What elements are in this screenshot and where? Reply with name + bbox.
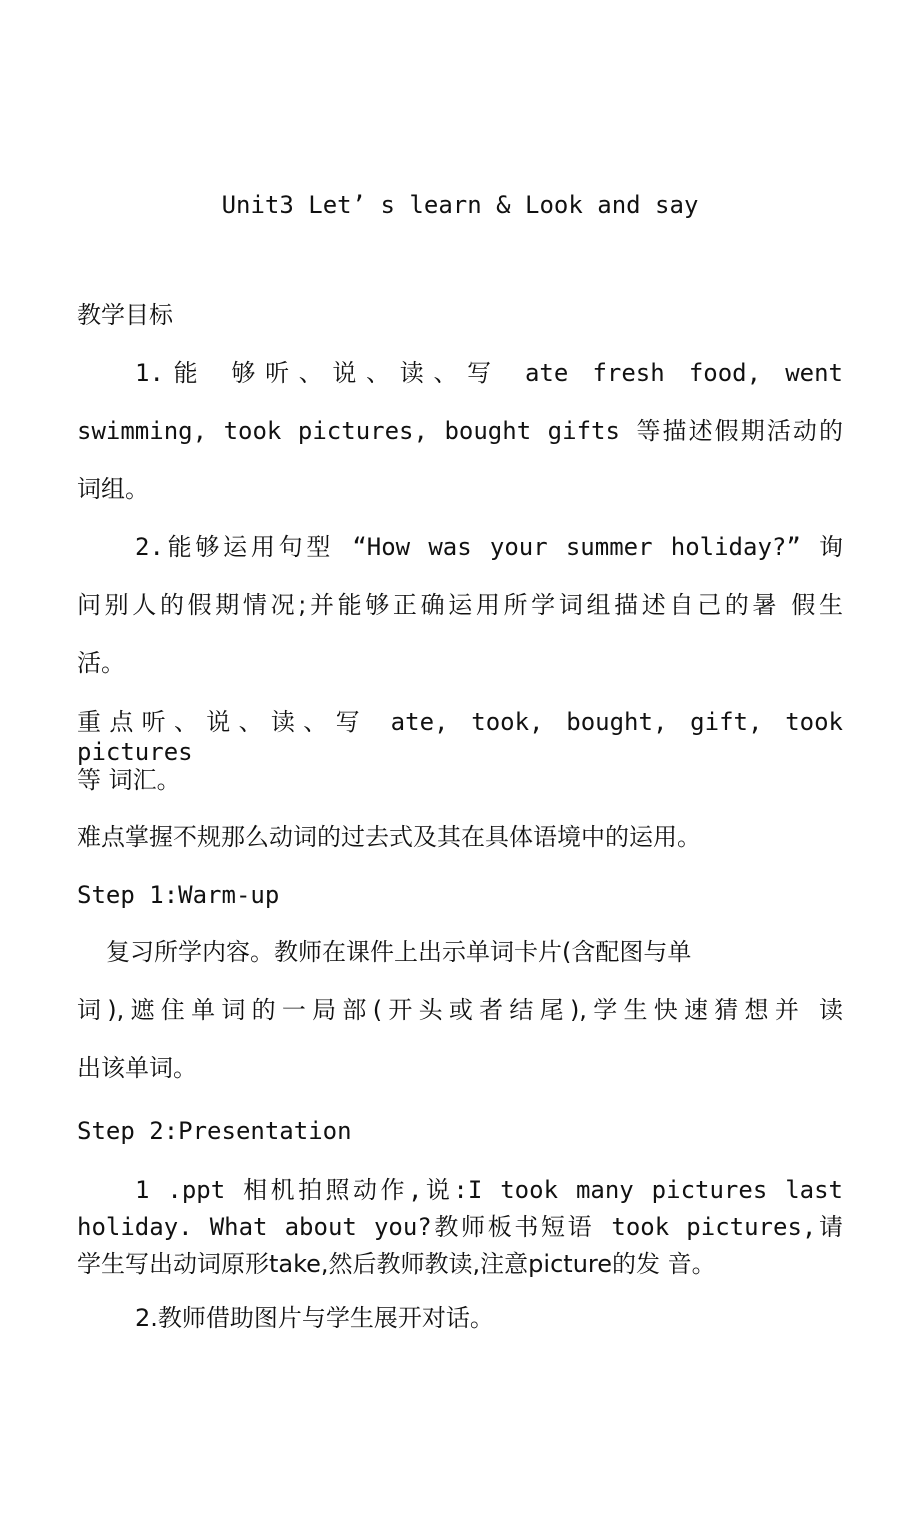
step-2-item-1-line-1: 1 .ppt 相机拍照动作,说:I took many pictures last: [135, 1176, 843, 1204]
step-1-line-1: 复习所学内容。教师在课件上出示单词卡片(含配图与单: [106, 938, 692, 966]
objective-1-line-2: swimming, took pictures, bought gifts 等描述假期活动的: [77, 417, 843, 445]
step-1-line-2: 词),遮住单词的一局部(开头或者结尾),学生快速猜想并 读: [77, 996, 843, 1024]
objective-2-line-2: 问别人的假期情况;并能够正确运用所学词组描述自己的暑 假生: [77, 591, 843, 619]
step-1-line-3: 出该单词。: [77, 1054, 197, 1082]
step-2-item-1-line-2: holiday. What about you?教师板书短语 took pictures,请: [77, 1213, 843, 1241]
document-title: Unit3 Let’ s learn & Look and say: [221, 191, 699, 219]
objective-2-line-3: 活。: [77, 649, 125, 677]
objectives-heading: 教学目标: [77, 301, 173, 329]
step-1-heading: Step 1:Warm-up: [77, 881, 280, 909]
key-point-line-2: 等 词汇。: [77, 766, 181, 794]
objective-2-line-1: 2.能够运用句型 “How was your summer holiday?” 询: [135, 533, 843, 561]
step-2-item-1-line-3: 学生写出动词原形take,然后教师教读,注意picture的发 音。: [77, 1250, 716, 1278]
step-2-item-2: 2.教师借助图片与学生展开对话。: [135, 1304, 494, 1332]
objective-1-line-1: 1.能 够听、说、读、写 ate fresh food, went: [135, 359, 843, 387]
key-point-line-1: 重点听、说、读、写 ate, took, bought, gift, took pictures: [77, 708, 843, 766]
difficulty-line: 难点掌握不规那么动词的过去式及其在具体语境中的运用。: [77, 823, 701, 851]
step-2-heading: Step 2:Presentation: [77, 1117, 352, 1145]
objective-1-line-3: 词组。: [77, 475, 149, 503]
